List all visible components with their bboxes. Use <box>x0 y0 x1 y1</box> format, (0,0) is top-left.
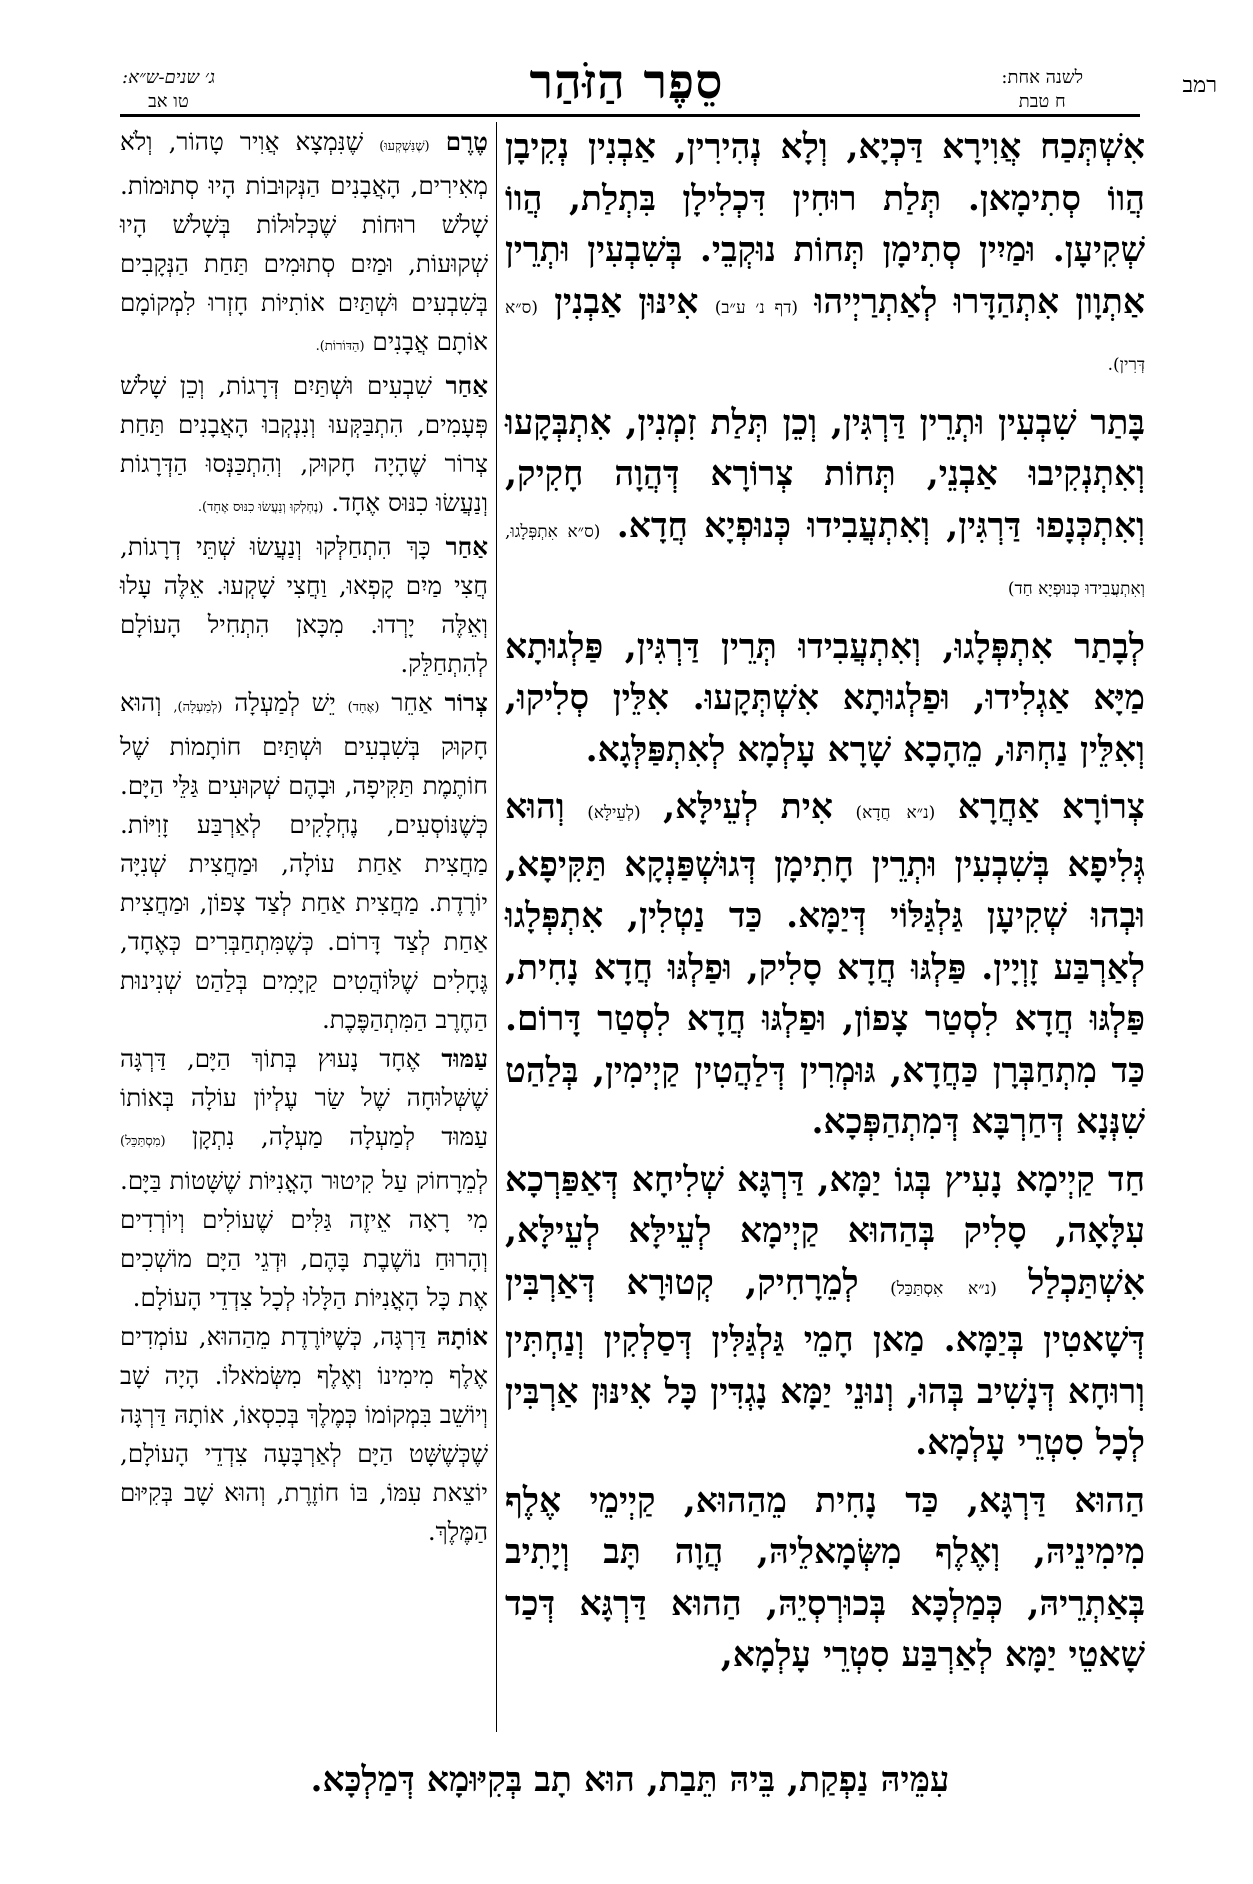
column-divider <box>496 122 497 1732</box>
main-paragraph <box>505 622 1145 777</box>
variant-note: (אֶחָד) <box>347 700 380 715</box>
translation-paragraph <box>120 122 488 366</box>
schedule-label: ג׳ שנים-ש״א: <box>122 67 215 88</box>
page-number: רמב <box>1182 73 1217 98</box>
main-paragraph <box>505 122 1145 392</box>
translation-text: אַחֵר <box>391 688 433 717</box>
schedule-date: טו אב <box>148 91 189 112</box>
header-rule <box>120 114 1140 117</box>
main-text: לְבָתַר אִתְפְּלָגוּ, וְאִתְעֲבִידוּ תְּרֵין דַּרְגִּין, פַּלְגוּתָא מַיָּא אַגְלִידוּ, וּפַלְגוּתָא אִשְׁתְּקָעוּ. אִלֵּין סְלִיקוּ, וְאִלֵּין נַחְתּוּ, מֵהָכָא שָׁרָא עָלְמָא לְאִתְפַּלְּגָא. <box>505 626 1145 770</box>
main-text: אִשְׁתְּכַח אֲוִירָא דַּכְיָא, וְלָא נְהִירִין, אַבְנִין נְקִיבָן הֲווֹ סְתִימָאן. תְּלַת רוּחִין דִּכְלִילָן בִּתְלַת, הֲווֹ שְׁקִיעָן. וּמַיִין סְתִימָן תְּחוֹת נוּקְבֵי. בְּשִׁבְעִין וּתְרֵין אַתְוָון אִתְהַדָּרוּ לְאַתְרַיְיהוּ <box>505 127 1146 322</box>
variant-note: (לְמַעְלָה), <box>173 700 223 715</box>
variant-note: (ס״א דְּרִין). <box>505 297 1145 375</box>
translation-paragraph <box>120 366 488 527</box>
variant-note: (ס״א אִתְפְּלָגוּ, וְאִתְעֲבִידוּ כְּנוּפְיָא חַד) <box>505 521 1145 599</box>
main-text: צְרוֹרָא אַחֲרָא <box>957 787 1145 827</box>
main-text: אִית לְעֵילָּא, <box>663 787 833 827</box>
page-title: סֵפֶר הַזֹּהַר <box>529 54 724 110</box>
variant-note: (מִסְתַּכֵּל) <box>120 1134 166 1149</box>
page-reference-note: (דף נ׳ ע״ב) <box>714 297 799 318</box>
translation-column <box>120 122 488 1742</box>
main-text: וְהוּא גְּלִיפָא בְּשִׁבְעִין וּתְרֵין חָתִימָן דְּגוּשְׁפַּנְקָא תַּקִּיפָא, וּבְהוּ שְׁקִיעָן גַּלְגַּלּוֹי דְּיַמָּא. כַּד נַטְלִין, אִתְפְּלָגוּ לְאַרְבַּע זָוְיָין. פַּלְגּוּ חֲדָא סָלִיק, וּפַלְגּוּ חֲדָא נָחִית, פַּלְגּוּ חֲדָא לִסְטַר צָפוֹן, וּפַלְגּוּ חֲדָא לִסְטַר דָּרוֹם. כַּד מִתְחַבְּרָן כַּחֲדָא, גּוּמְרִין דְּלַהֲטִין קַיְימִין, בְּלַהַט שִׁנְּנָא דְּחַרְבָּא דְּמִתְהַפְּכָא. <box>505 787 1145 1142</box>
main-paragraph <box>505 1155 1145 1470</box>
translation-paragraph <box>120 527 488 683</box>
translation-text: שֶׁנִּמְצָא אֲוִיר טָהוֹר, וְלֹא מְאִירִים, הָאֲבָנִים הַנְּקוּבוֹת הָיוּ סְתוּמוֹת. שָׁלֹשׁ רוּחוֹת שֶׁכְּלוּלוֹת בְּשָׁלֹשׁ הָיוּ שְׁקוּעוֹת, וּמַיִם סְתוּמִים תַּחַת הַנְּקָבִים בְּשִׁבְעִים וּשְׁתַּיִם אוֹתִיּוֹת חָזְרוּ לִמְקוֹמָם אוֹתָם אֲבָנִים <box>120 127 488 356</box>
paragraph-lead-word: עַמּוּד <box>441 1044 488 1073</box>
variant-note: (לְעֵילָּא) <box>587 803 641 823</box>
main-text: לְמֵרָחִיק, קְטוּרָא דְּאַרְבִּין דְּשָׁאטִין בְּיַמָּא. מַאן חָמֵי גַּלְגַּלִּין דְּסַלְקִין וְנַחְתִּין וְרוּחָא דְּנָשִׁיב בְּהוּ, וְנוּנֵי יַמָּא נָגְדִּין כָּל אִינּוּן אַרְבִּין לְכָל סִטְרֵי עָלְמָא. <box>505 1262 1145 1463</box>
main-text: חַד קַיְימָא נָעִיץ בְּגוֹ יַמָּא, דַּרְגָּא שְׁלִיחָא דְּאַפַּרְכָא עִלָּאָה, סָלִיק בְּהַהוּא קַיְימָא לְעֵילָּא לְעֵילָּא, אִשְׁתַּכְלַל <box>505 1159 1145 1303</box>
main-paragraph <box>505 1476 1145 1682</box>
paragraph-lead-word: אַחַר <box>445 532 488 561</box>
main-text-column <box>505 122 1145 1742</box>
paragraph-lead-word: צְרוֹר <box>444 688 488 717</box>
translation-text: דַּרְגָּה, כְּשֶׁיּוֹרֶדֶת מֵהַהוּא, עוֹמְדִים אֶלֶף מִימִינוֹ וְאֶלֶף מִשְּׂמֹאלוֹ. הָיָה שָׁב וְיוֹשֵׁב בִּמְקוֹמוֹ כְּמֶלֶךְ בְּכִסְאוֹ, אוֹתָהּ דַּרְגָּה שֶׁכְּשֶׁשָּׁט הַיָּם לְאַרְבָּעָה צִדְדֵי הָעוֹלָם, יוֹצֵאת עִמּוֹ, בּוֹ חוֹזֶרֶת, וְהוּא שָׁב בְּקִיּוּם הַמֶּלֶךְ. <box>120 1322 488 1546</box>
translation-paragraph <box>120 1039 488 1317</box>
main-text: בָּתַר שִׁבְעִין וּתְרֵין דַּרְגִּין, וְכֵן תְּלַת זִמְנִין, אִתְבְּקָעוּ וְאִתְנְקִיבוּ אַבְנֵי, תְּחוֹת צְרוֹרָא דְּהֲוָה חָקִיק, וְאִתְכְּנָפוּ דַּרְגִּין, וְאִתְעֲבִידוּ כְּנוּפְיָא חֲדָא. <box>505 402 1145 546</box>
paragraph-lead-word: אַחַר <box>445 371 488 400</box>
translation-text: לְמֵרָחוֹק עַל קִיטוּר הָאֳנִיּוֹת שֶׁשָּׁטוֹת בַּיָּם. מִי רָאָה אֵיזֶה גַּלִּים שֶׁעוֹלִים וְיוֹרְדִים וְהָרוּחַ נוֹשֶׁבֶת בָּהֶם, וּדְגֵי הַיָּם מוֹשְׁכִים אֶת כָּל הָאֳנִיּוֹת הַלָּלוּ לְכָל צִדְדֵי הָעוֹלָם. <box>120 1166 488 1312</box>
paragraph-lead-word: אוֹתָהּ <box>436 1322 488 1351</box>
translation-text: יֵשׁ לְמַעְלָה <box>234 688 336 717</box>
schedule-date: ח טבת <box>1018 91 1066 112</box>
translation-text: כָּךְ הִתְחַלְּקוּ וְנַעֲשׂוּ שְׁתֵּי דְרָגוֹת, חֲצִי מַיִם קָפְאוּ, וַחֲצִי שָׁקְעוּ. אֵלֶּה עָלוּ וְאֵלֶּה יָרְדוּ. מִכָּאן הִתְחִיל הָעוֹלָם לְהִתְחַלֵּק. <box>120 532 488 678</box>
translation-text: וְהוּא חָקוּק בְּשִׁבְעִים וּשְׁתַּיִם חוֹתָמוֹת שֶׁל חוֹתֶמֶת תַּקִּיפָה, וּבָהֶם שְׁקוּעִים גַּלֵּי הַיָּם. כְּשֶׁנּוֹסְעִים, נֶחְלָקִים לְאַרְבַּע זָוִיּוֹת. מַחֲצִית אַחַת עוֹלָה, וּמַחֲצִית שְׁנִיָּה יוֹרֶדֶת. מַחֲצִית אַחַת לְצַד צָפוֹן, וּמַחֲצִית אַחַת לְצַד דָּרוֹם. כְּשֶׁמִּתְחַבְּרִים כְּאֶחָד, גֶּחָלִים שֶׁלּוֹהֲטִים קַיָּמִים בְּלַהַט שְׁנִינוּת הַחֶרֶב הַמִּתְהַפֶּכֶת. <box>120 688 488 1034</box>
paragraph-lead-word: טֶרֶם <box>445 127 488 156</box>
variant-note: (נ״א אִסְתַּכַּל) <box>890 1278 997 1299</box>
translation-paragraph <box>120 1317 488 1551</box>
study-schedule-three-years <box>122 66 215 114</box>
main-paragraph <box>505 398 1145 616</box>
translation-paragraph <box>120 683 488 1039</box>
variant-note: (נ״א חֲדָא) <box>855 803 936 823</box>
main-text: אִינּוּן אַבְנִין <box>554 281 699 322</box>
variant-note: (שֶׁנִּשְׁקְעוּ) <box>379 139 430 154</box>
translation-text: שִׁבְעִים וּשְׁתַּיִם דְּרָגוֹת, וְכֵן שָׁלֹשׁ פְּעָמִים, הִתְבַּקְּעוּ וְנִנְקְבוּ הָאֲבָנִים תַּחַת צְרוֹר שֶׁהָיָה חָקוּק, וְהִתְכַּנְּסוּ הַדְּרָגוֹת וְנַעֲשׂוּ כִנּוּס אֶחָד. <box>120 371 488 517</box>
main-paragraph <box>505 782 1145 1149</box>
translation-text: אֶחָד נָעוּץ בְּתוֹךְ הַיָּם, דַּרְגָּה שֶׁשְּׁלוּחָה שֶׁל שַׂר עֶלְיוֹן עוֹלָה בְּאוֹתוֹ עַמּוּד לְמַעְלָה מַעְלָה, נִתְקָן <box>120 1044 488 1151</box>
schedule-label: לשנה אחת: <box>1001 67 1083 88</box>
main-text: הַהוּא דַּרְגָּא, כַּד נָחִית מֵהַהוּא, קַיְימֵי אֶלֶף מִימִינֵיהּ, וְאֶלֶף מִשְּׂמָאלֵיהּ, הֲוָה תָּב וְיָתִיב בְּאַתְרֵיהּ, כְּמַלְכָּא בְּכוּרְסְיֵהּ, הַהוּא דַּרְגָּא דְּכַד שָׁאטֵי יַמָּא לְאַרְבַּע סִטְרֵי עָלְמָא, <box>505 1480 1145 1675</box>
variant-note: (הַדּוֹרוֹת). <box>315 339 365 354</box>
closing-line: עִמֵּיהּ נַפְקַת, בֵּיהּ תֵּבַת, הוּא תָב בְּקִיּוּמָא דְּמַלְכָּא. <box>310 1760 950 1800</box>
variant-note: (נֶחְלְקוּ וְנַעֲשׂוּ כִנּוּס אֶחָד). <box>197 500 324 515</box>
